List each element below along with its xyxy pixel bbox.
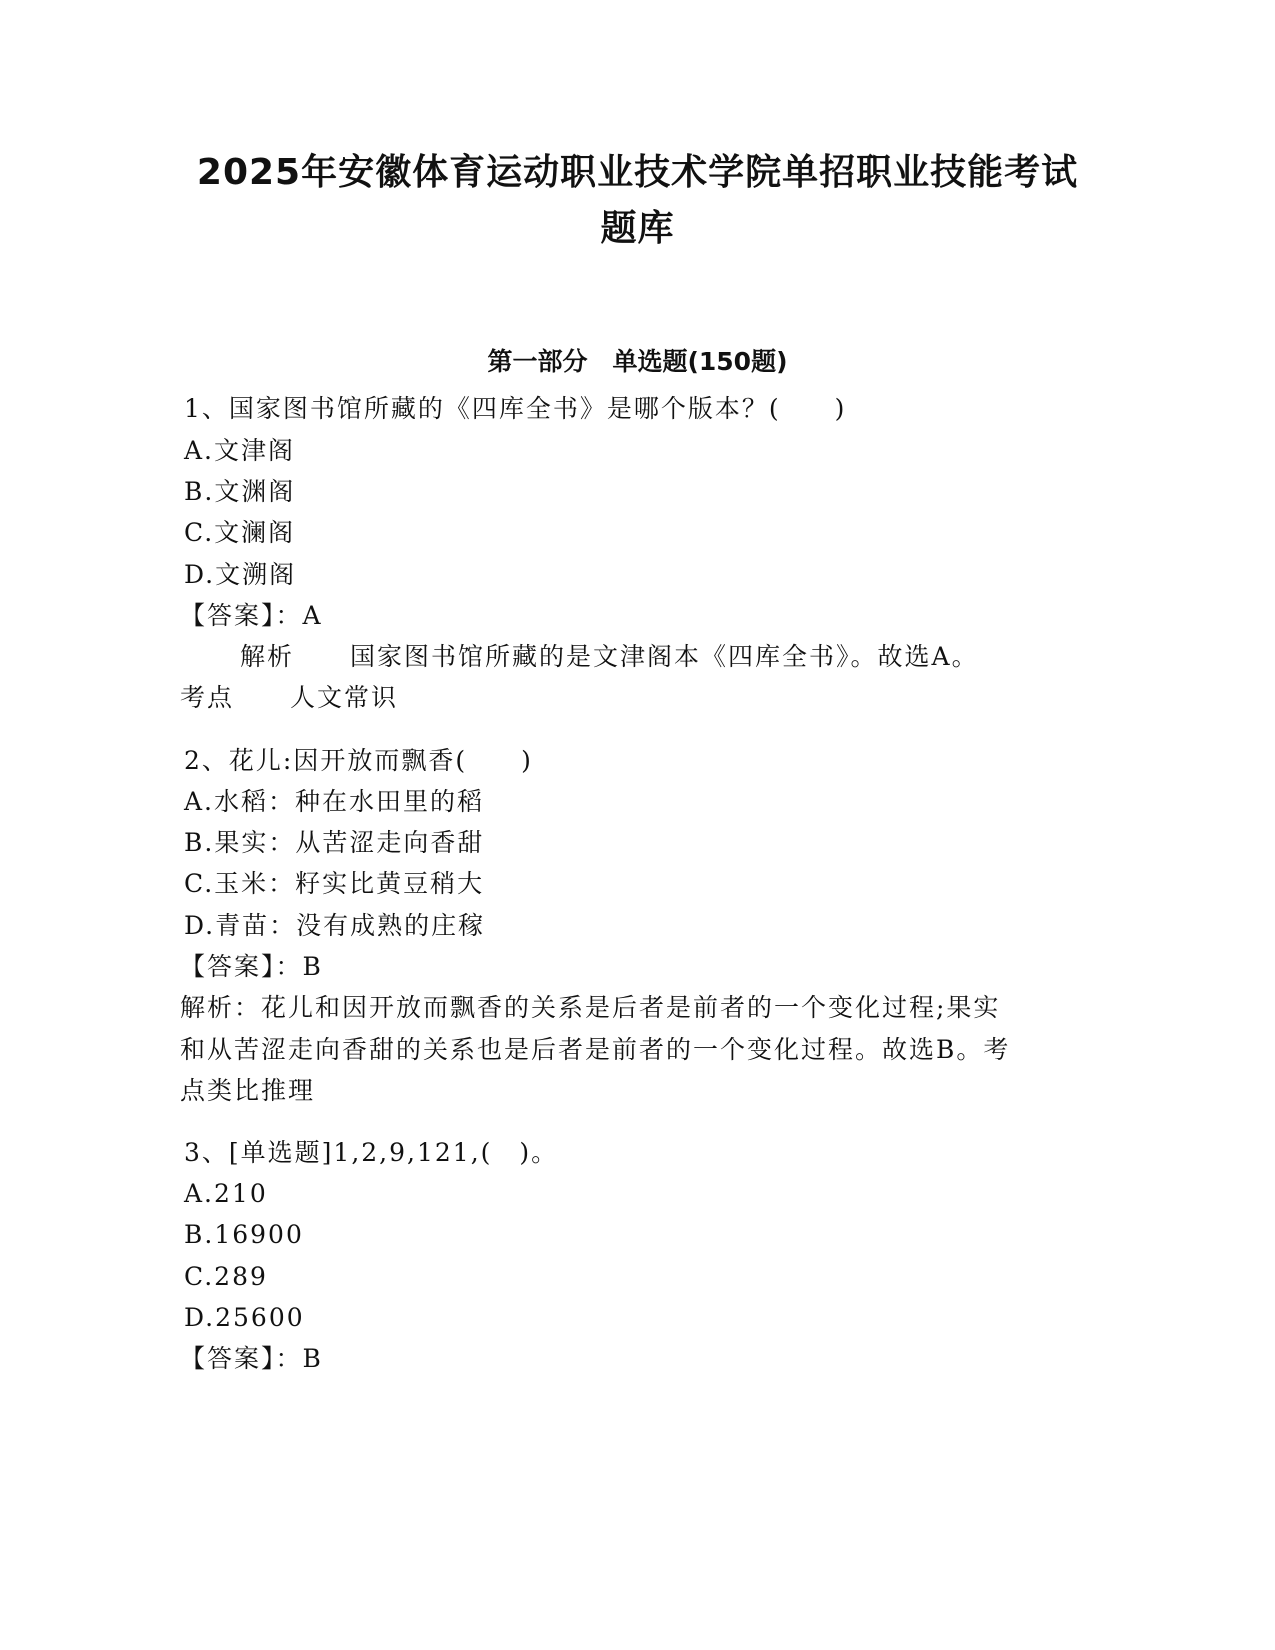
analysis-line: 和从苦涩走向香甜的关系也是后者是前者的一个变化过程。故选B。考 <box>180 1035 1011 1064</box>
option-c: C.玉米：籽实比黄豆稍大 <box>184 869 485 898</box>
analysis-line: 解析：花儿和因开放而飘香的关系是后者是前者的一个变化过程;果实 <box>180 993 1001 1022</box>
exam-point-text: 人文常识 <box>290 683 399 712</box>
document-title <box>180 145 1095 257</box>
option-a: A.水稻：种在水田里的稻 <box>184 787 485 816</box>
title-line-1: 2025年安徽体育运动职业技术学院单招职业技能考试 <box>196 152 1079 193</box>
analysis <box>240 636 979 678</box>
option-d: D.青苗：没有成熟的庄稼 <box>184 911 486 940</box>
question-stem: 3、[单选题]1,2,9,121,( )。 <box>184 1138 559 1167</box>
exam-point <box>180 677 398 719</box>
option-c: C.289 <box>184 1262 268 1291</box>
question-stem: 1、国家图书馆所藏的《四库全书》是哪个版本？( ) <box>184 394 847 423</box>
analysis-text: 国家图书馆所藏的是文津阁本《四库全书》。故选A。 <box>350 642 979 671</box>
option-d: D.文溯阁 <box>184 560 297 589</box>
question-stem: 2、花儿:因开放而飘香( ) <box>184 746 533 775</box>
option-a: A.210 <box>184 1179 268 1208</box>
option-b: B.文渊阁 <box>184 477 296 506</box>
section-heading: 第一部分 单选题(150题) <box>487 347 788 376</box>
option-b: B.16900 <box>184 1220 304 1249</box>
analysis-label: 解析 <box>240 642 295 671</box>
title-line-2: 题库 <box>600 208 675 249</box>
option-a: A.文津阁 <box>184 436 296 465</box>
option-b: B.果实：从苦涩走向香甜 <box>184 828 485 857</box>
analysis-line: 点类比推理 <box>180 1076 316 1105</box>
answer: 【答案】：A <box>180 601 323 630</box>
exam-point-label: 考点 <box>180 683 235 712</box>
option-c: C.文澜阁 <box>184 518 296 547</box>
answer: 【答案】：B <box>180 1344 323 1373</box>
answer: 【答案】：B <box>180 952 323 981</box>
option-d: D.25600 <box>184 1303 305 1332</box>
